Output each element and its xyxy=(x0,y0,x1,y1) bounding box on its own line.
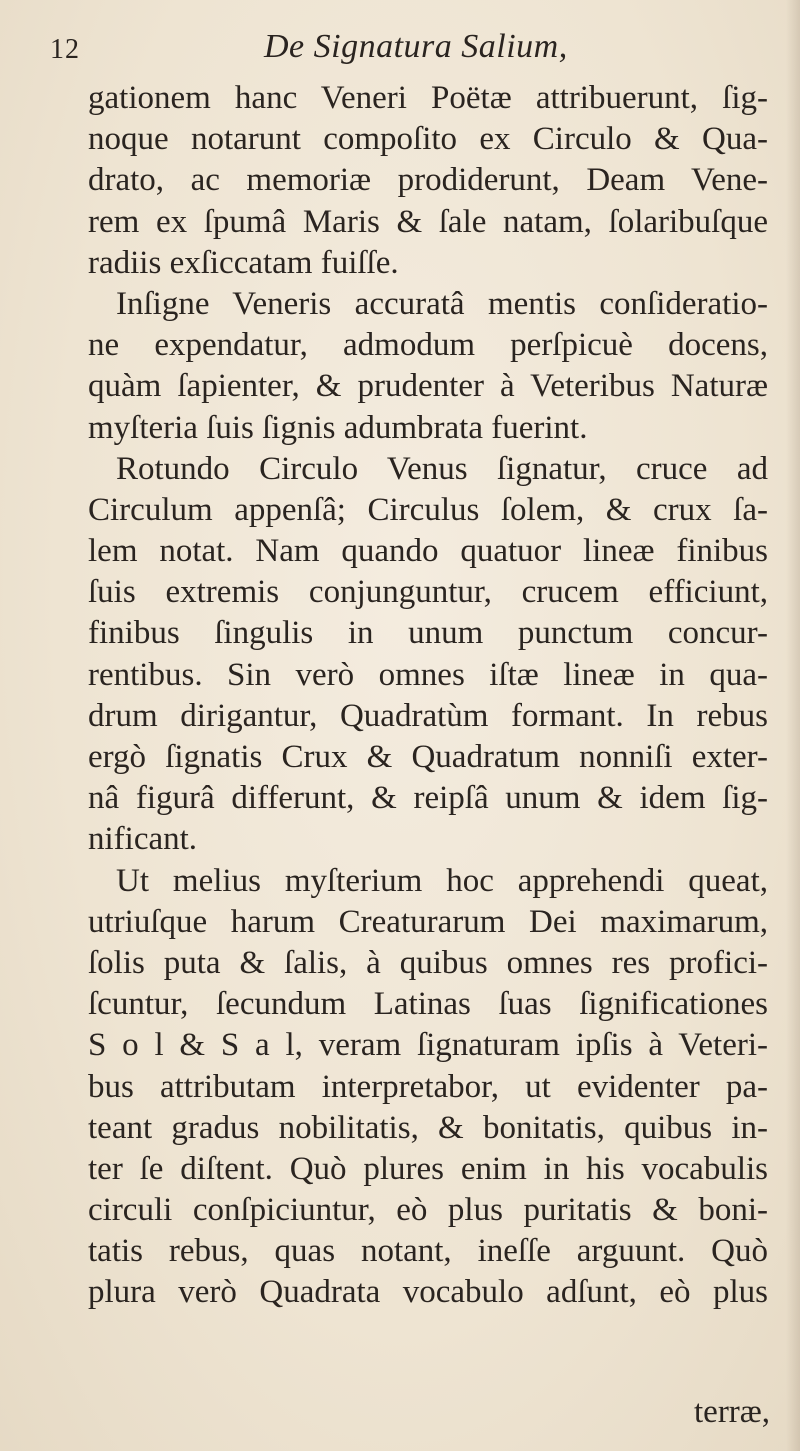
catchword: terræ, xyxy=(694,1394,771,1430)
text-line: rem ex ſpumâ Maris & ſale natam, ſolaribuſque xyxy=(88,203,768,240)
text-line: S o l & S a l, veram ſignaturam ipſis à Veteri- xyxy=(88,1027,768,1064)
text-line: bus attributam interpretabor, ut evidenter pa- xyxy=(88,1068,768,1105)
text-line: myſteria ſuis ſignis adumbrata fuerint. xyxy=(88,409,588,446)
text-line: tatis rebus, quas notant, ineſſe arguunt. Quò xyxy=(88,1233,768,1270)
text-line: ne expendatur, admodum perſpicuè docens, xyxy=(88,327,768,364)
text-line: gationem hanc Veneri Poëtæ attribuerunt, ſig- xyxy=(88,80,768,116)
running-title: De Signatura Salium, xyxy=(264,28,568,65)
text-line: ſuis extremis conjunguntur, crucem efficiunt, xyxy=(88,574,768,611)
text-line: ſcuntur, ſecundum Latinas ſuas ſignificationes xyxy=(88,986,768,1023)
text-line: nificant. xyxy=(88,821,198,858)
page-header xyxy=(44,28,744,68)
text-line: ſolis puta & ſalis, à quibus omnes res profici- xyxy=(88,944,768,981)
page-edge-shadow xyxy=(786,0,800,1451)
text-line: Rotundo Circulo Venus ſignatur, cruce ad xyxy=(116,450,768,487)
text-line: utriuſque harum Creaturarum Dei maximarum, xyxy=(88,903,768,940)
text-line: radiis exſiccatam fuiſſe. xyxy=(88,244,399,281)
text-line: drum dirigantur, Quadratùm formant. In rebus xyxy=(88,697,768,734)
text-line: rentibus. Sin verò omnes iſtæ lineæ in qua- xyxy=(88,656,768,693)
page-number: 12 xyxy=(50,34,80,65)
text-line: plura verò Quadrata vocabulo adſunt, eò plus xyxy=(88,1274,768,1311)
body-text xyxy=(88,78,768,1314)
text-line: quàm ſapienter, & prudenter à Veteribus Naturæ xyxy=(88,368,768,405)
text-line: teant gradus nobilitatis, & bonitatis, quibus in- xyxy=(88,1109,768,1146)
text-line: nâ figurâ differunt, & reipſâ unum & idem ſig- xyxy=(88,780,768,817)
text-line: finibus ſingulis in unum punctum concur- xyxy=(88,615,768,652)
text-line: Inſigne Veneris accuratâ mentis conſideratio- xyxy=(116,285,768,322)
text-line: lem notat. Nam quando quatuor lineæ finibus xyxy=(88,533,768,570)
text-line: ter ſe diſtent. Quò plures enim in his vocabulis xyxy=(88,1150,768,1187)
text-line: drato, ac memoriæ prodiderunt, Deam Vene- xyxy=(88,162,768,199)
text-line: Circulum appenſâ; Circulus ſolem, & crux ſa- xyxy=(88,491,768,528)
text-line: circuli conſpiciuntur, eò plus puritatis & boni- xyxy=(88,1192,768,1229)
text-line: Ut melius myſterium hoc apprehendi queat, xyxy=(116,862,768,899)
text-line: noque notarunt compoſito ex Circulo & Qua- xyxy=(88,121,768,158)
text-line: ergò ſignatis Crux & Quadratum nonniſi exter- xyxy=(88,739,768,775)
